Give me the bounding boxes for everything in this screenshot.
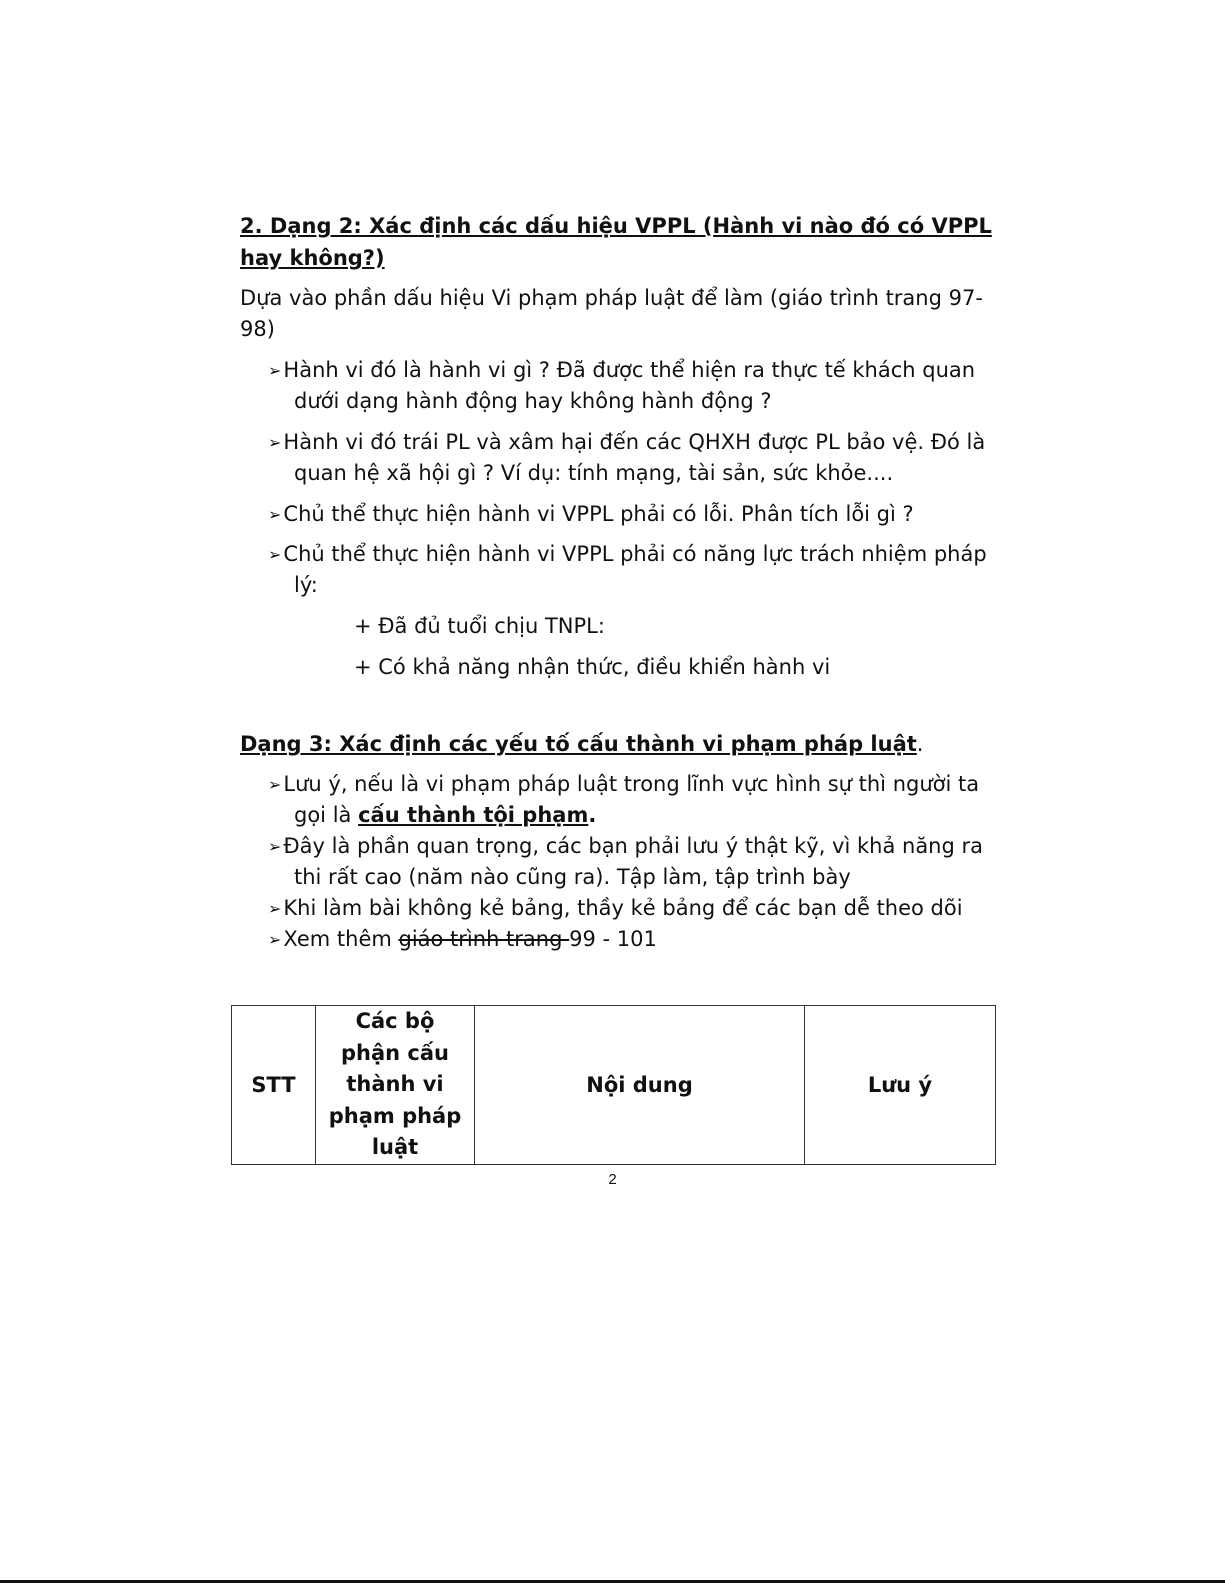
arrow-bullet-icon: ➢ [268, 930, 282, 949]
table-header-components-line: phạm pháp [328, 1103, 462, 1128]
arrow-bullet-icon: ➢ [268, 361, 282, 380]
table-header-stt: STT [232, 1006, 316, 1165]
arrow-bullet-icon: ➢ [268, 505, 282, 524]
arrow-bullet-icon: ➢ [268, 899, 282, 918]
list-item-continuation: quan hệ xã hội gì ? Ví dụ: tính mạng, tài sản, sức khỏe.... [294, 461, 894, 485]
page-number: 2 [608, 1171, 617, 1188]
arrow-bullet-icon: ➢ [268, 545, 282, 564]
intro-line2: 98) [240, 317, 275, 341]
list-item-text: Lưu ý, nếu là vi phạm pháp luật trong lĩnh vực hình sự thì người ta [283, 772, 980, 796]
emphasis-tail: . [588, 803, 597, 827]
list-item [268, 924, 657, 956]
table-header-note: Lưu ý [805, 1006, 996, 1165]
list-item-text: Khi làm bài không kẻ bảng, thầy kẻ bảng để các bạn dễ theo dõi [283, 896, 963, 920]
table-header-components-line: luật [371, 1135, 419, 1159]
list-item [268, 355, 975, 387]
struck-text: giáo trình trang [398, 927, 570, 951]
table-header-components [316, 1006, 475, 1165]
list-item-text: 99 - 101 [569, 927, 657, 951]
list-item-text: gọi là [294, 803, 359, 827]
sub-item: + Có khả năng nhận thức, điều khiển hành vi [354, 655, 831, 679]
list-item [268, 539, 987, 571]
bottom-divider [0, 1580, 1225, 1583]
list-item-continuation: thi rất cao (năm nào cũng ra). Tập làm, tập trình bày [294, 865, 851, 889]
list-item-text: Xem thêm [283, 927, 399, 951]
table-header-components-line: phận cấu [341, 1040, 449, 1065]
list-item-text: Chủ thể thực hiện hành vi VPPL phải có năng lực trách nhiệm pháp [283, 542, 987, 566]
sub-item: + Đã đủ tuổi chịu TNPL: [354, 614, 605, 638]
list-item [268, 831, 983, 863]
list-item-continuation: lý: [294, 573, 318, 597]
table-header-components-line: thành vi [346, 1072, 444, 1096]
list-item-text: Đây là phần quan trọng, các bạn phải lưu ý thật kỹ, vì khả năng ra [283, 834, 983, 858]
emphasis-text: cấu thành tội phạm [358, 803, 589, 827]
list-item [268, 499, 914, 531]
list-item-continuation: dưới dạng hành động hay không hành động ? [294, 389, 772, 413]
section3-heading-text: Dạng 3: Xác định các yếu tố cấu thành vi phạm pháp luật [240, 732, 917, 756]
section3-heading [240, 729, 923, 760]
section2-heading-line2: hay không?) [240, 246, 385, 270]
structure-table [231, 1005, 996, 1165]
intro-line1: Dựa vào phần dấu hiệu Vi phạm pháp luật để làm (giáo trình trang 97- [240, 286, 983, 310]
list-item-continuation [294, 800, 596, 831]
arrow-bullet-icon: ➢ [268, 837, 282, 856]
section2-heading-line1: 2. Dạng 2: Xác định các dấu hiệu VPPL (Hành vi nào đó có VPPL [240, 214, 992, 238]
arrow-bullet-icon: ➢ [268, 433, 282, 452]
section3-heading-tail: . [916, 732, 924, 756]
arrow-bullet-icon: ➢ [268, 775, 282, 794]
table-header-row [232, 1006, 996, 1165]
list-item-text: Hành vi đó là hành vi gì ? Đã được thể hiện ra thực tế khách quan [283, 358, 976, 382]
list-item [268, 893, 963, 925]
list-item-text: Chủ thể thực hiện hành vi VPPL phải có lỗi. Phân tích lỗi gì ? [283, 502, 914, 526]
list-item-text: Hành vi đó trái PL và xâm hại đến các QHXH được PL bảo vệ. Đó là [283, 430, 986, 454]
list-item [268, 769, 979, 801]
list-item [268, 427, 985, 459]
table-header-content: Nội dung [475, 1006, 805, 1165]
table-header-components-line: Các bộ [355, 1009, 435, 1033]
